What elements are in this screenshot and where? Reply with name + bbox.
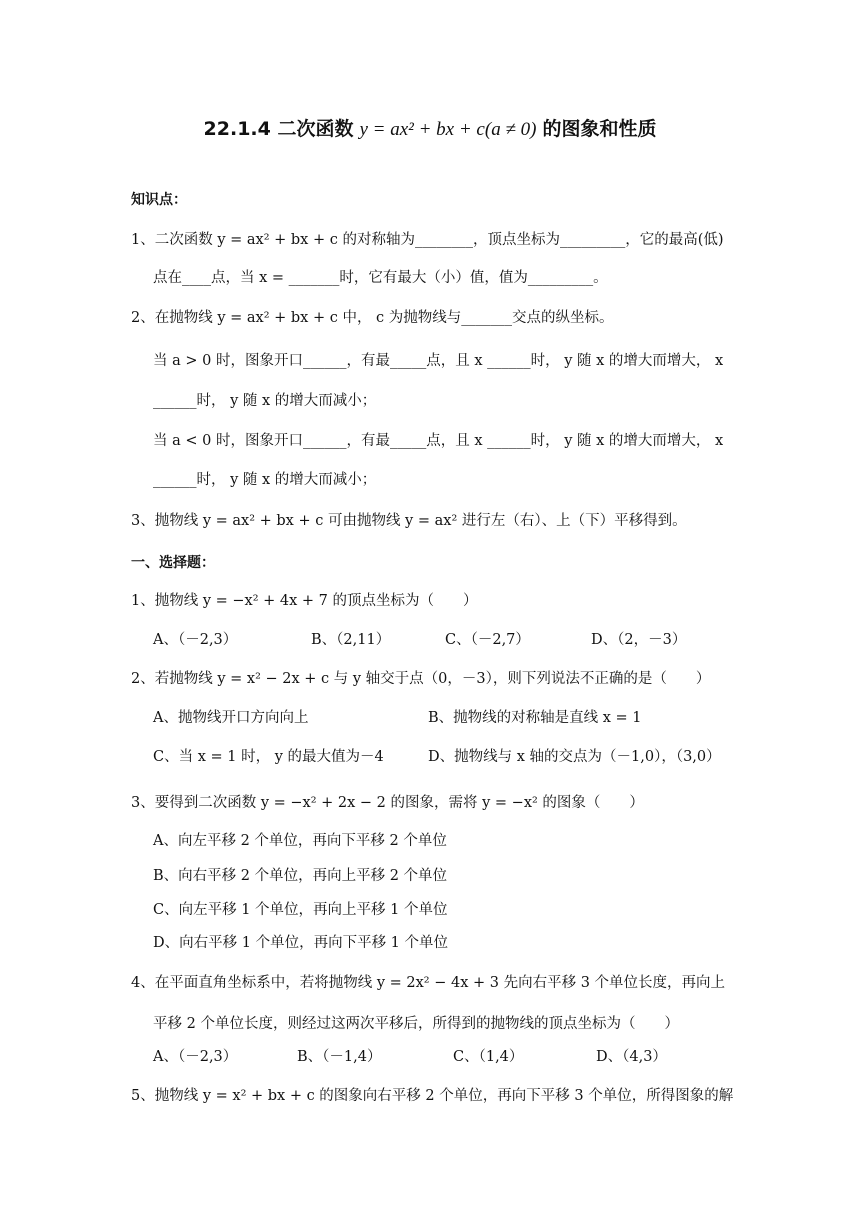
question-3-option-d: D、向右平移 1 个单位，再向下平移 1 个单位 xyxy=(153,935,449,951)
title-number: 22.1.4 二次函数 xyxy=(203,118,354,140)
question-1-stem: 1、抛物线 y = −x² + 4x + 7 的顶点坐标为（ ） xyxy=(131,593,478,609)
question-4-option-c: C、（1,4） xyxy=(453,1049,524,1065)
section-choice-heading: 一、选择题： xyxy=(131,555,215,571)
question-2-stem: 2、若抛物线 y = x² − 2x + c 与 y 轴交于点（0，－3），则下列说法不正确的是（ ） xyxy=(131,671,711,687)
question-1-option-a: A、（－2,3） xyxy=(153,632,238,648)
question-2-option-c: C、当 x = 1 时， y 的最大值为－4 xyxy=(153,749,384,765)
question-3-option-a: A、向左平移 2 个单位，再向下平移 2 个单位 xyxy=(153,833,447,849)
knowledge-item-2-a-positive-line-1: 当 a > 0 时，图象开口______，有最_____点，且 x ______时， y 随 x 的增大而增大， x xyxy=(153,353,724,369)
question-1-option-c: C、（－2,7） xyxy=(445,632,530,648)
document-title xyxy=(0,114,860,145)
question-5-stem-line-1: 5、抛物线 y = x² + bx + c 的图象向右平移 2 个单位，再向下平移 3 个单位，所得图象的解 xyxy=(131,1088,734,1104)
question-4-option-b: B、（－1,4） xyxy=(297,1049,382,1065)
question-1-option-d: D、（2，－3） xyxy=(591,632,687,648)
question-4-option-d: D、（4,3） xyxy=(596,1049,667,1065)
question-3-option-c: C、向左平移 1 个单位，再向上平移 1 个单位 xyxy=(153,902,448,918)
knowledge-item-2-a-positive-line-2: ______时， y 随 x 的增大而减小； xyxy=(153,393,377,409)
question-2-option-b: B、抛物线的对称轴是直线 x = 1 xyxy=(428,710,642,726)
question-3-option-b: B、向右平移 2 个单位，再向上平移 2 个单位 xyxy=(153,868,448,884)
knowledge-item-1-line-2: 点在____点，当 x = _______时，它有最大（小）值，值为_________。 xyxy=(153,270,608,286)
knowledge-item-3: 3、抛物线 y = ax² + bx + c 可由抛物线 y = ax² 进行左（右）、上（下）平移得到。 xyxy=(131,513,687,529)
title-formula: y = ax² + bx + c(a ≠ 0) xyxy=(359,119,537,140)
knowledge-item-1-line-1: 1、二次函数 y = ax² + bx + c 的对称轴为________，顶点坐标为_________，它的最高(低) xyxy=(131,232,724,248)
question-4-stem-line-2: 平移 2 个单位长度，则经过这两次平移后，所得到的抛物线的顶点坐标为（ ） xyxy=(153,1016,679,1032)
knowledge-item-2-a-negative-line-1: 当 a < 0 时，图象开口______，有最_____点，且 x ______时， y 随 x 的增大而增大， x xyxy=(153,433,724,449)
question-4-option-a: A、（－2,3） xyxy=(153,1049,238,1065)
title-tail: 的图象和性质 xyxy=(542,118,657,140)
knowledge-item-2-line-1: 2、在抛物线 y = ax² + bx + c 中， c 为抛物线与_______交点的纵坐标。 xyxy=(131,310,614,326)
knowledge-item-2-a-negative-line-2: ______时， y 随 x 的增大而减小； xyxy=(153,472,377,488)
question-1-option-b: B、（2,11） xyxy=(311,632,391,648)
question-2-option-a: A、抛物线开口方向向上 xyxy=(153,710,309,726)
question-3-stem: 3、要得到二次函数 y = −x² + 2x − 2 的图象，需将 y = −x² 的图象（ ） xyxy=(131,795,644,811)
question-2-option-d: D、抛物线与 x 轴的交点为（－1,0），（3,0） xyxy=(428,749,721,765)
knowledge-heading: 知识点： xyxy=(131,192,187,208)
question-4-stem-line-1: 4、在平面直角坐标系中，若将抛物线 y = 2x² − 4x + 3 先向右平移 3 个单位长度，再向上 xyxy=(131,975,726,991)
